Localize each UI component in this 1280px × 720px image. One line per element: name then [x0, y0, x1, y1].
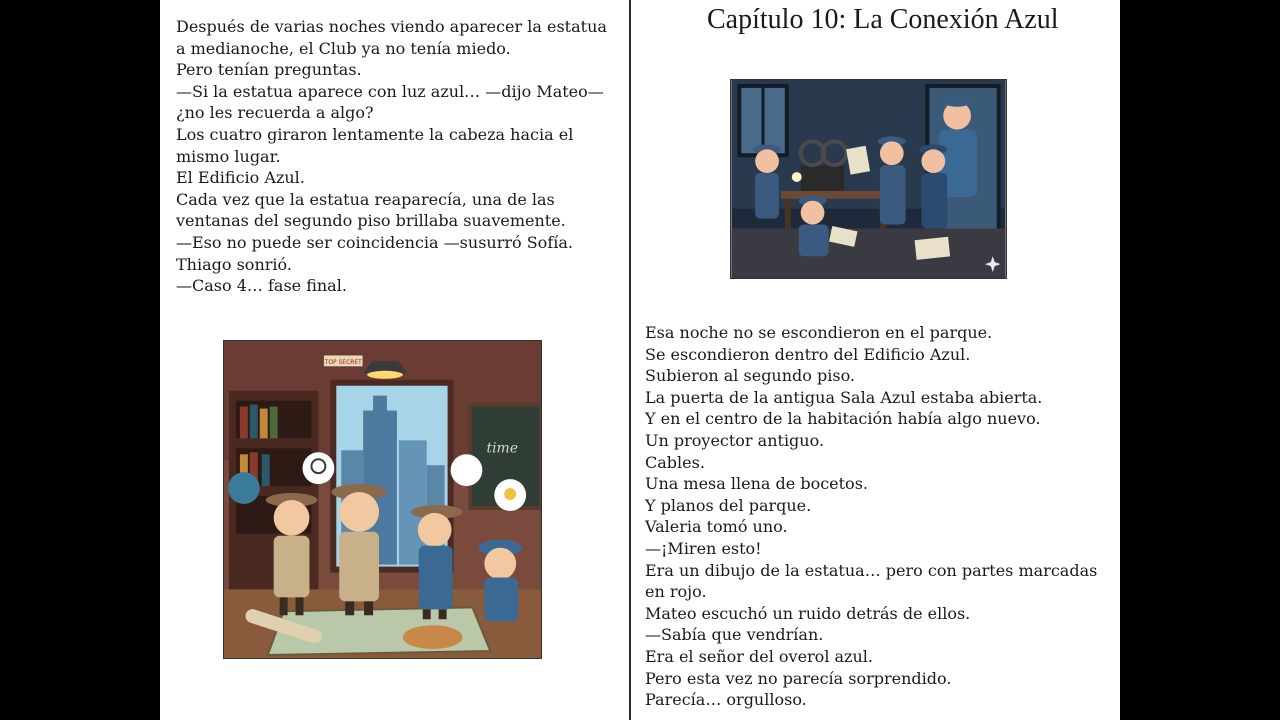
paragraph: —Caso 4… fase final. [176, 276, 347, 296]
right-page [631, 0, 1120, 720]
paragraph: La puerta de la antigua Sala Azul estaba abierta. [645, 387, 1043, 407]
paragraph: Mateo escuchó un ruido detrás de ellos. [645, 603, 971, 623]
chalkboard-text: time [486, 440, 518, 457]
paragraph: Y en el centro de la habitación había algo nuevo. [645, 409, 1041, 429]
paragraph: Cada vez que la estatua reaparecía, una de las ventanas del segundo piso brillaba suavemente. [176, 189, 566, 231]
paragraph: Subieron al segundo piso. [645, 366, 856, 386]
paragraph: —Eso no puede ser coincidencia —susurró Sofía. [176, 232, 573, 252]
paragraph: Valeria tomó uno. [645, 517, 788, 537]
paragraph: El Edificio Azul. [176, 168, 305, 188]
top-secret-sign-text: TOP SECRET [324, 358, 362, 366]
paragraph: Los cuatro giraron lentamente la cabeza hacia el mismo lugar. [176, 124, 574, 166]
paragraph: Pero tenían preguntas. [176, 60, 362, 80]
paragraph: Un proyector antiguo. [645, 430, 825, 450]
paragraph: —Sabía que vendrían. [645, 625, 824, 645]
left-page-text [176, 16, 621, 297]
paragraph: Después de varias noches viendo aparecer la estatua a medianoche, el Club ya no tenía miedo. [176, 17, 607, 58]
paragraph: —¡Miren esto! [645, 538, 762, 558]
paragraph: Era un dibujo de la estatua… pero con partes marcadas [645, 560, 1098, 580]
right-page-text [645, 322, 1115, 711]
projector-room-illustration [730, 79, 1007, 279]
paragraph: Era el señor del overol azul. [645, 646, 873, 666]
book-spread [160, 0, 1120, 720]
paragraph: Y planos del parque. [645, 495, 812, 515]
paragraph: Thiago sonrió. [176, 254, 292, 274]
paragraph: Esa noche no se escondieron en el parque. [645, 323, 993, 342]
paragraph: Pero esta vez no parecía sorprendido. [645, 668, 952, 688]
paragraph: Parecía… orgulloso. [645, 690, 807, 710]
paragraph: —Si la estatua aparece con luz azul… —dijo Mateo— ¿no les recuerda a algo? [176, 81, 604, 123]
paragraph: Se escondieron dentro del Edificio Azul. [645, 344, 971, 364]
paragraph: en rojo. [645, 582, 707, 602]
paragraph: Cables. [645, 452, 705, 472]
left-page [160, 0, 629, 720]
detectives-office-illustration [223, 340, 542, 659]
paragraph: Una mesa llena de bocetos. [645, 474, 868, 494]
chapter-title: Capítulo 10: La Conexión Azul [707, 4, 1059, 35]
